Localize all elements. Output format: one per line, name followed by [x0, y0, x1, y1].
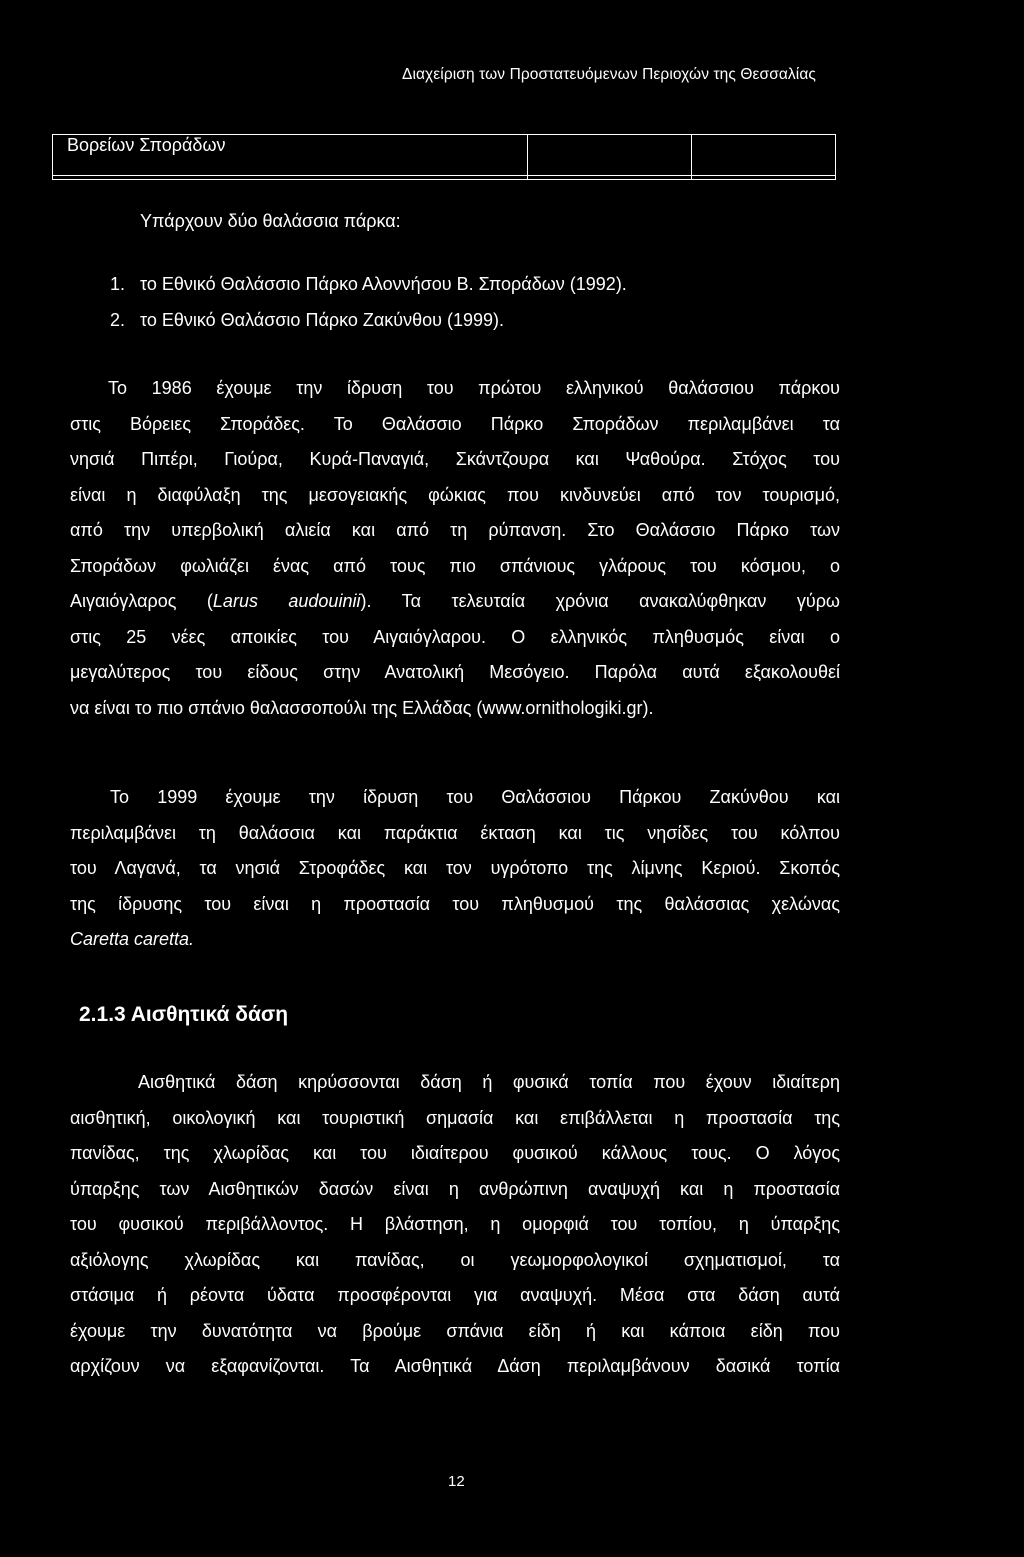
species-name: Caretta caretta.	[70, 929, 195, 949]
text-line: αισθητική, οικολογική και τουριστική σημασία και επιβάλλεται η προστασία της	[70, 1107, 840, 1128]
paragraph-marine-park-zakynthos	[70, 780, 840, 958]
text-line	[70, 584, 840, 620]
intro-text: Υπάρχουν δύο θαλάσσια πάρκα:	[140, 211, 401, 231]
text-line: περιλαμβάνει τη θαλάσσια και παράκτια έκταση και τις νησίδες του κόλπου	[70, 822, 840, 843]
text-line: νησιά Πιπέρι, Γιούρα, Κυρά-Παναγιά, Σκάντζουρα και Ψαθούρα. Στόχος του	[70, 449, 840, 469]
list-item	[110, 310, 504, 331]
text-line: αρχίζουν να εξαφανίζονται. Τα Αισθητικά Δάση περιλαμβάνουν δασικά τοπία	[70, 1356, 840, 1376]
text-fragment: Αιγαιόγλαρος (	[70, 591, 213, 611]
table-cell-text: Βορείων Σποράδων	[67, 135, 226, 155]
running-header: Διαχείριση των Προστατευόμενων Περιοχών της Θεσσαλίας	[402, 66, 816, 83]
text-line: του Λαγανά, τα νησιά Στροφάδες και τον υγρότοπο της λίμνης Κεριού. Σκοπός	[70, 858, 840, 878]
section-heading: 2.1.3 Αισθητικά δάση	[79, 1003, 289, 1026]
list-number: 1.	[110, 274, 126, 294]
table-divider	[691, 135, 692, 179]
text-line: της ίδρυσης του είναι η προστασία του πληθυσμού της θαλάσσιας χελώνας	[70, 893, 840, 914]
paragraph-marine-park-sporades	[70, 371, 840, 726]
text-line: ύπαρξης των Αισθητικών δασών είναι η ανθρώπινη αναψυχή και η προστασία	[70, 1178, 840, 1199]
list-text: το Εθνικό Θαλάσσιο Πάρκο Αλοννήσου Β. Σποράδων (1992).	[140, 274, 627, 294]
text-line: Το 1986 έχουμε την ίδρυση του πρώτου ελληνικού θαλάσσιου πάρκου	[108, 378, 840, 398]
table-divider	[527, 135, 528, 179]
text-line: στις Βόρειες Σποράδες. Το Θαλάσσιο Πάρκο Σποράδων περιλαμβάνει τα	[70, 413, 840, 434]
text-line: του φυσικού περιβάλλοντος. Η βλάστηση, η ομορφιά του τοπίου, η ύπαρξης	[70, 1214, 840, 1234]
species-name: Larus audouinii	[212, 591, 361, 611]
text-line: πανίδας, της χλωρίδας και του ιδιαίτερου φυσικού κάλλους τους. Ο λόγος	[70, 1143, 840, 1163]
text-line: στις 25 νέες αποικίες του Αιγαιόγλαρου. Ο ελληνικός πληθυσμός είναι ο	[70, 626, 840, 647]
text-line: Σποράδων φωλιάζει ένας από τους πιο σπάνιους γλάρους του κόσμου, ο	[70, 555, 840, 576]
text-fragment: ). Τα τελευταία χρόνια ανακαλύφθηκαν γύρω	[360, 591, 840, 611]
text-line: στάσιμα ή ρέοντα ύδατα προσφέρονται για αναψυχή. Μέσα στα δάση αυτά	[70, 1285, 840, 1305]
table-divider	[53, 175, 835, 176]
text-line: αξιόλογης χλωρίδας και πανίδας, οι γεωμορφολογικοί σχηματισμοί, τα	[70, 1249, 840, 1270]
text-line	[70, 922, 840, 958]
text-line: είναι η διαφύλαξη της μεσογειακής φώκιας που κινδυνεύει από τον τουρισμό,	[70, 484, 840, 505]
table-row	[52, 134, 836, 180]
paragraph-aesthetic-forests	[70, 1065, 840, 1385]
text-line: Το 1999 έχουμε την ίδρυση του Θαλάσσιου Πάρκου Ζακύνθου και	[110, 787, 840, 807]
text-line: από την υπερβολική αλιεία και από τη ρύπανση. Στο Θαλάσσιο Πάρκο των	[70, 520, 840, 540]
page-number: 12	[448, 1473, 465, 1490]
text-line: μεγαλύτερος του είδους στην Ανατολική Μεσόγειο. Παρόλα αυτά εξακολουθεί	[70, 662, 840, 682]
list-text: το Εθνικό Θαλάσσιο Πάρκο Ζακύνθου (1999).	[140, 310, 505, 330]
text-line: να είναι το πιο σπάνιο θαλασσοπούλι της Ελλάδας (www.ornithologiki.gr).	[70, 697, 654, 718]
text-line: έχουμε την δυνατότητα να βρούμε σπάνια είδη ή και κάποια είδη που	[70, 1320, 840, 1341]
text-line: Αισθητικά δάση κηρύσσονται δάση ή φυσικά τοπία που έχουν ιδιαίτερη	[138, 1072, 840, 1092]
list-item	[110, 274, 627, 295]
list-number: 2.	[110, 310, 126, 330]
